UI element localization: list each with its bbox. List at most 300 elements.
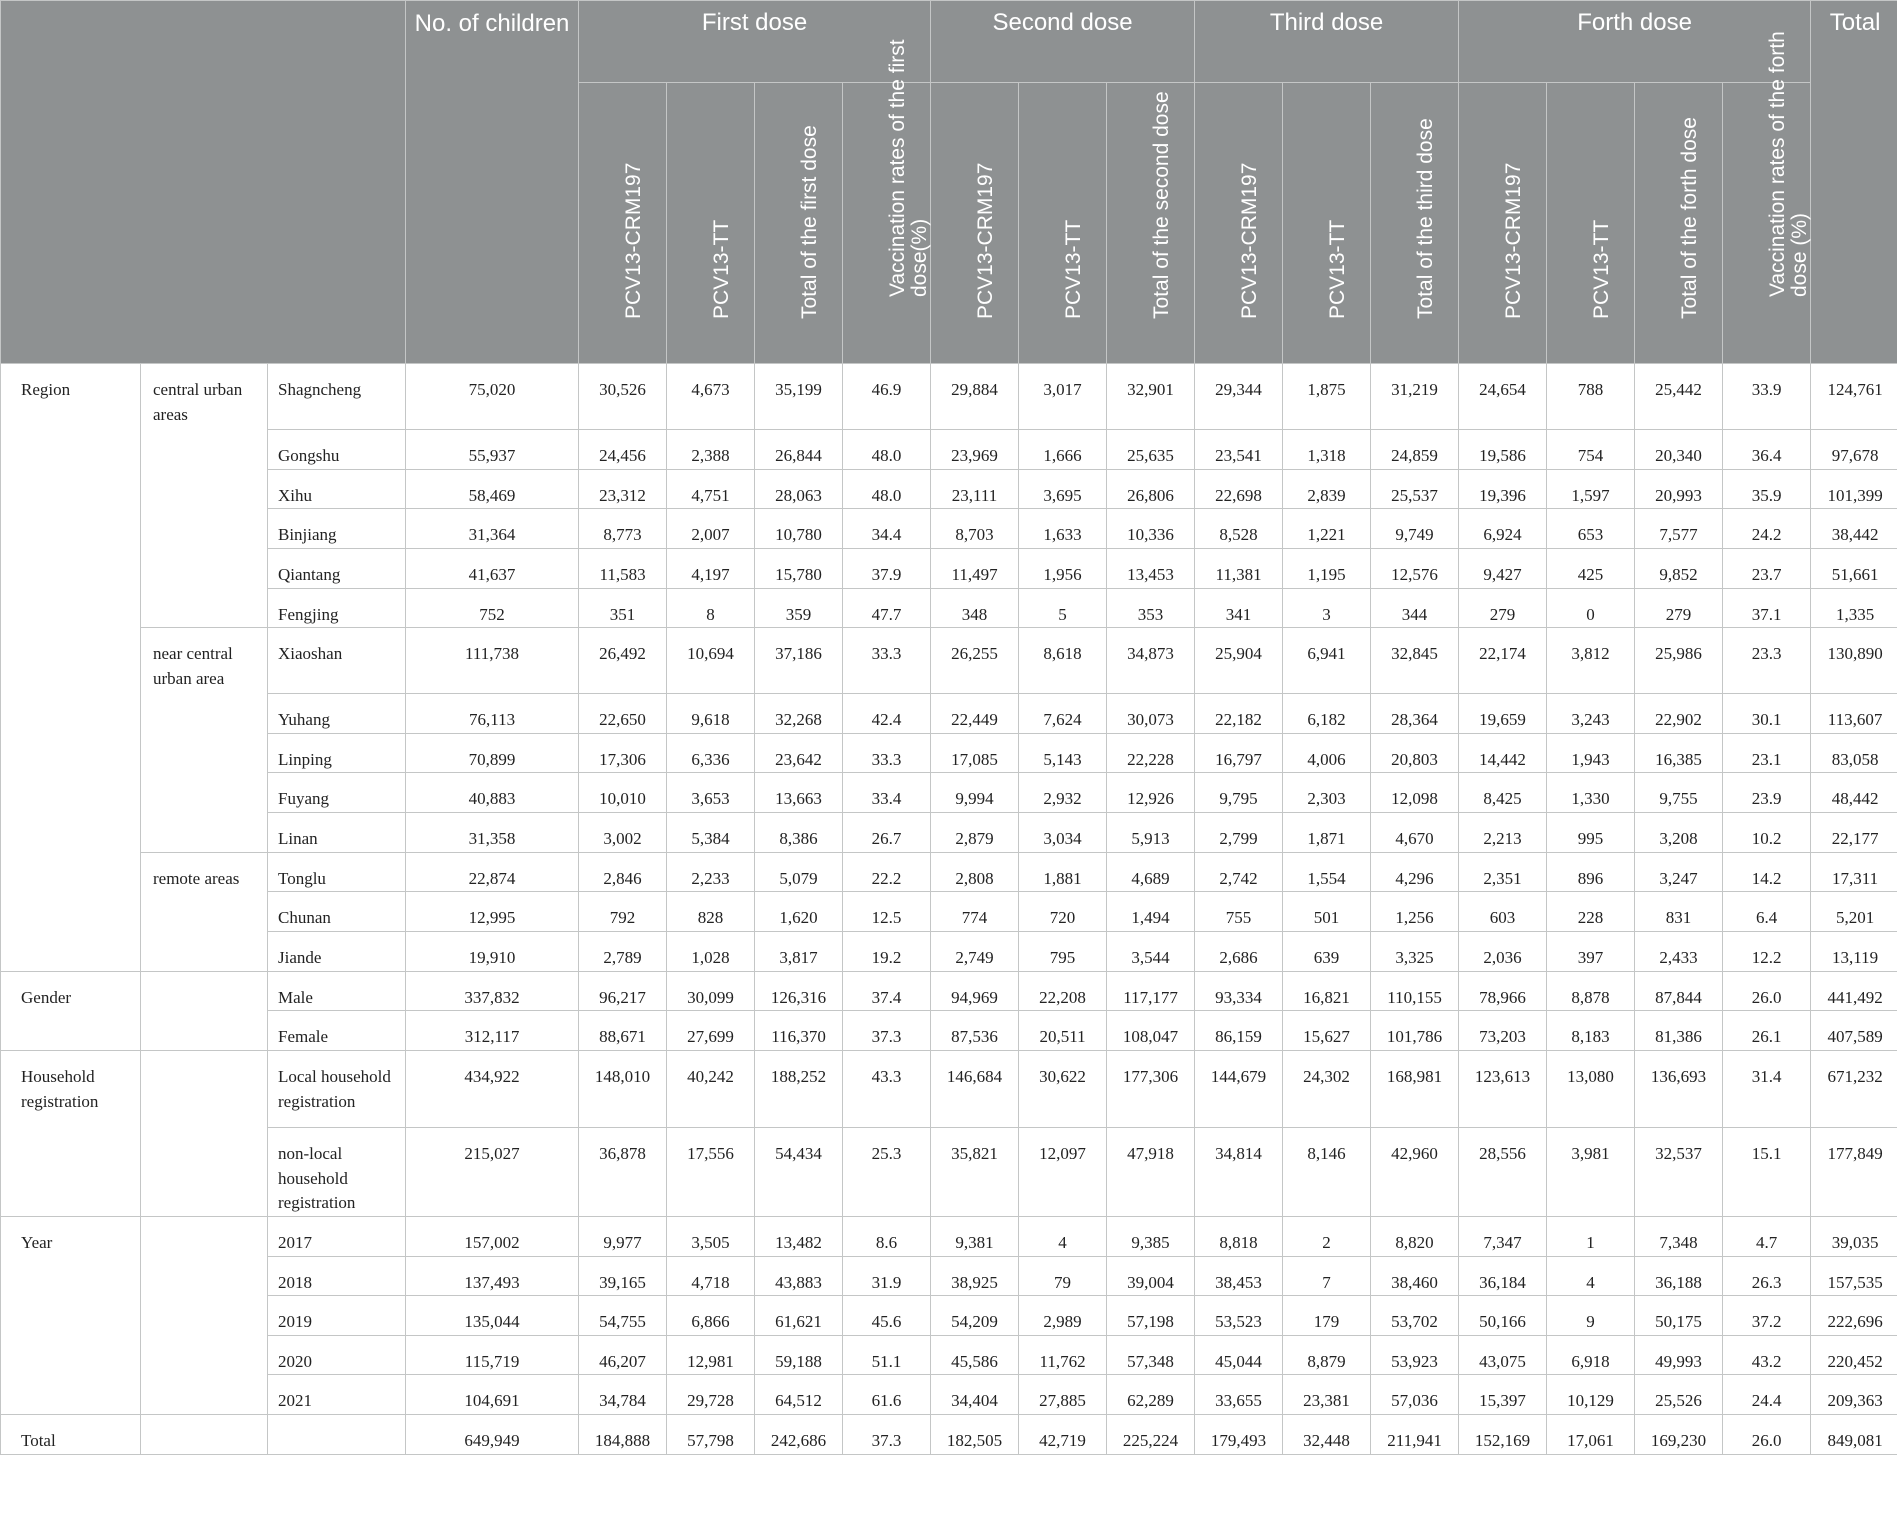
row-item: Linan [268,813,406,853]
row-subgroup [141,1415,268,1455]
cell-value: 39,165 [579,1256,667,1296]
cell-value: 341 [1195,588,1283,628]
cell-value: 501 [1283,892,1371,932]
cell-value: 2,846 [579,852,667,892]
cell-value: 45.6 [843,1296,931,1336]
header-d1-tt: PCV13-TT [667,83,755,364]
cell-value: 53,702 [1371,1296,1459,1336]
cell-value: 75,020 [406,364,579,430]
cell-value: 33.4 [843,773,931,813]
cell-value: 39,004 [1107,1256,1195,1296]
cell-value: 344 [1371,588,1459,628]
cell-value: 25.3 [843,1127,931,1216]
cell-value: 47.7 [843,588,931,628]
cell-value: 8 [667,588,755,628]
cell-value: 2,839 [1283,469,1371,509]
cell-value: 15.1 [1723,1127,1811,1216]
header-second-dose: Second dose [931,1,1195,83]
row-item: Female [268,1011,406,1051]
cell-value: 24,859 [1371,430,1459,470]
header-d1-total: Total of the first dose [755,83,843,364]
header-d2-total: Total of the second dose [1107,83,1195,364]
cell-value: 61.6 [843,1375,931,1415]
row-item: 2020 [268,1335,406,1375]
cell-value: 6,941 [1283,628,1371,694]
cell-value: 1,881 [1019,852,1107,892]
cell-value: 353 [1107,588,1195,628]
cell-value: 126,316 [755,971,843,1011]
cell-value: 73,203 [1459,1011,1547,1051]
cell-value: 29,884 [931,364,1019,430]
cell-value: 9,755 [1635,773,1723,813]
cell-value: 26.1 [1723,1011,1811,1051]
cell-value: 38,453 [1195,1256,1283,1296]
cell-value: 34,873 [1107,628,1195,694]
cell-value: 35,199 [755,364,843,430]
cell-value: 3,812 [1547,628,1635,694]
cell-value: 3,505 [667,1216,755,1256]
row-item: Tonglu [268,852,406,892]
cell-value: 54,755 [579,1296,667,1336]
cell-value: 38,460 [1371,1256,1459,1296]
cell-value: 108,047 [1107,1011,1195,1051]
cell-value: 26,844 [755,430,843,470]
cell-value: 4,751 [667,469,755,509]
table-row [1,971,1897,1011]
cell-value: 20,803 [1371,733,1459,773]
cell-value: 35.9 [1723,469,1811,509]
cell-value: 8.6 [843,1216,931,1256]
cell-value: 135,044 [406,1296,579,1336]
cell-value: 0 [1547,588,1635,628]
cell-value: 111,738 [406,628,579,694]
cell-value: 1,943 [1547,733,1635,773]
cell-value: 9,852 [1635,548,1723,588]
cell-value: 123,613 [1459,1050,1547,1127]
cell-value: 312,117 [406,1011,579,1051]
cell-value: 146,684 [931,1050,1019,1127]
cell-value: 10,129 [1547,1375,1635,1415]
cell-value: 9,618 [667,694,755,734]
row-category: Region [1,364,141,972]
cell-value: 4.7 [1723,1216,1811,1256]
cell-value: 222,696 [1811,1296,1897,1336]
cell-value: 211,941 [1371,1415,1459,1455]
header-corner [1,1,406,364]
table-row [1,1050,1897,1127]
cell-value: 23,111 [931,469,1019,509]
cell-value: 36,184 [1459,1256,1547,1296]
table-row [1,1296,1897,1336]
cell-value: 6,924 [1459,509,1547,549]
cell-value: 23.7 [1723,548,1811,588]
cell-value: 2,388 [667,430,755,470]
cell-value: 1,554 [1283,852,1371,892]
row-item: Fengjing [268,588,406,628]
cell-value: 22,228 [1107,733,1195,773]
cell-value: 37.9 [843,548,931,588]
header-forth-dose: Forth dose [1459,1,1811,83]
cell-value: 97,678 [1811,430,1897,470]
cell-value: 1,335 [1811,588,1897,628]
cell-value: 1,620 [755,892,843,932]
cell-value: 23,312 [579,469,667,509]
cell-value: 37.3 [843,1415,931,1455]
cell-value: 17,306 [579,733,667,773]
cell-value: 4,670 [1371,813,1459,853]
cell-value: 831 [1635,892,1723,932]
cell-value: 57,348 [1107,1335,1195,1375]
cell-value: 1,633 [1019,509,1107,549]
cell-value: 130,890 [1811,628,1897,694]
row-item: Fuyang [268,773,406,813]
cell-value: 51,661 [1811,548,1897,588]
row-subgroup: near central urban area [141,628,268,853]
cell-value: 9,427 [1459,548,1547,588]
cell-value: 116,370 [755,1011,843,1051]
cell-value: 34,814 [1195,1127,1283,1216]
cell-value: 79 [1019,1256,1107,1296]
cell-value: 12,576 [1371,548,1459,588]
cell-value: 1,494 [1107,892,1195,932]
cell-value: 995 [1547,813,1635,853]
table-row [1,1335,1897,1375]
cell-value: 83,058 [1811,733,1897,773]
row-item: Yuhang [268,694,406,734]
cell-value: 4 [1547,1256,1635,1296]
header-d1-crm197: PCV13-CRM197 [579,83,667,364]
cell-value: 110,155 [1371,971,1459,1011]
cell-value: 93,334 [1195,971,1283,1011]
cell-value: 32,901 [1107,364,1195,430]
cell-value: 5,913 [1107,813,1195,853]
cell-value: 653 [1547,509,1635,549]
cell-value: 30.1 [1723,694,1811,734]
cell-value: 53,923 [1371,1335,1459,1375]
header-d2-tt: PCV13-TT [1019,83,1107,364]
cell-value: 19,396 [1459,469,1547,509]
cell-value: 182,505 [931,1415,1019,1455]
cell-value: 188,252 [755,1050,843,1127]
table-row [1,1375,1897,1415]
row-item: Jiande [268,932,406,972]
cell-value: 13,663 [755,773,843,813]
cell-value: 148,010 [579,1050,667,1127]
row-item: Xiaoshan [268,628,406,694]
row-subgroup [141,1216,268,1414]
cell-value: 23,969 [931,430,1019,470]
table-row [1,1127,1897,1216]
cell-value: 3,653 [667,773,755,813]
cell-value: 51.1 [843,1335,931,1375]
cell-value: 2,749 [931,932,1019,972]
cell-value: 27,699 [667,1011,755,1051]
cell-value: 1,221 [1283,509,1371,549]
cell-value: 9,749 [1371,509,1459,549]
cell-value: 13,453 [1107,548,1195,588]
cell-value: 32,268 [755,694,843,734]
cell-value: 32,448 [1283,1415,1371,1455]
cell-value: 3,981 [1547,1127,1635,1216]
cell-value: 17,556 [667,1127,755,1216]
cell-value: 3,002 [579,813,667,853]
cell-value: 279 [1459,588,1547,628]
table-row [1,588,1897,628]
cell-value: 87,844 [1635,971,1723,1011]
cell-value: 788 [1547,364,1635,430]
cell-value: 179,493 [1195,1415,1283,1455]
cell-value: 23,541 [1195,430,1283,470]
cell-value: 8,773 [579,509,667,549]
cell-value: 10,336 [1107,509,1195,549]
cell-value: 31,219 [1371,364,1459,430]
cell-value: 3,817 [755,932,843,972]
cell-value: 26,255 [931,628,1019,694]
row-subgroup [141,1050,268,1216]
cell-value: 22,182 [1195,694,1283,734]
cell-value: 10,010 [579,773,667,813]
cell-value: 31.9 [843,1256,931,1296]
table-row [1,1011,1897,1051]
cell-value: 242,686 [755,1415,843,1455]
cell-value: 25,986 [1635,628,1723,694]
row-subgroup: remote areas [141,852,268,971]
cell-value: 2,789 [579,932,667,972]
cell-value: 24.2 [1723,509,1811,549]
cell-value: 49,993 [1635,1335,1723,1375]
cell-value: 337,832 [406,971,579,1011]
cell-value: 279 [1635,588,1723,628]
header-d4-rate: Vaccination rates of the forth dose (%) [1723,83,1811,364]
cell-value: 152,169 [1459,1415,1547,1455]
cell-value: 2,303 [1283,773,1371,813]
cell-value: 50,166 [1459,1296,1547,1336]
cell-value: 30,099 [667,971,755,1011]
cell-value: 9 [1547,1296,1635,1336]
cell-value: 3,208 [1635,813,1723,853]
cell-value: 29,344 [1195,364,1283,430]
cell-value: 9,977 [579,1216,667,1256]
cell-value: 28,556 [1459,1127,1547,1216]
cell-value: 136,693 [1635,1050,1723,1127]
cell-value: 8,528 [1195,509,1283,549]
cell-value: 16,385 [1635,733,1723,773]
cell-value: 12,995 [406,892,579,932]
cell-value: 7 [1283,1256,1371,1296]
cell-value: 32,845 [1371,628,1459,694]
row-item: 2017 [268,1216,406,1256]
cell-value: 16,797 [1195,733,1283,773]
cell-value: 215,027 [406,1127,579,1216]
header-d3-crm197: PCV13-CRM197 [1195,83,1283,364]
cell-value: 96,217 [579,971,667,1011]
cell-value: 36,878 [579,1127,667,1216]
row-item: 2018 [268,1256,406,1296]
cell-value: 13,080 [1547,1050,1635,1127]
cell-value: 28,063 [755,469,843,509]
cell-value: 40,242 [667,1050,755,1127]
cell-value: 57,036 [1371,1375,1459,1415]
cell-value: 2,233 [667,852,755,892]
table-row [1,1256,1897,1296]
cell-value: 1,330 [1547,773,1635,813]
header-d1-rate: Vaccination rates of the first dose(%) [843,83,931,364]
cell-value: 22,208 [1019,971,1107,1011]
cell-value: 1 [1547,1216,1635,1256]
cell-value: 54,209 [931,1296,1019,1336]
cell-value: 7,577 [1635,509,1723,549]
cell-value: 87,536 [931,1011,1019,1051]
cell-value: 7,348 [1635,1216,1723,1256]
row-item: non-local household registration [268,1127,406,1216]
table-row [1,733,1897,773]
table-header [1,1,1897,364]
cell-value: 8,878 [1547,971,1635,1011]
header-d3-tt: PCV13-TT [1283,83,1371,364]
cell-value: 425 [1547,548,1635,588]
cell-value: 639 [1283,932,1371,972]
cell-value: 2,989 [1019,1296,1107,1336]
cell-value: 3,017 [1019,364,1107,430]
cell-value: 42,960 [1371,1127,1459,1216]
cell-value: 225,224 [1107,1415,1195,1455]
cell-value: 24,654 [1459,364,1547,430]
cell-value: 59,188 [755,1335,843,1375]
row-item: 2021 [268,1375,406,1415]
cell-value: 38,442 [1811,509,1897,549]
table-row [1,694,1897,734]
cell-value: 30,073 [1107,694,1195,734]
table-row [1,892,1897,932]
cell-value: 228 [1547,892,1635,932]
row-subgroup: central urban areas [141,364,268,628]
cell-value: 2,742 [1195,852,1283,892]
cell-value: 752 [406,588,579,628]
cell-value: 603 [1459,892,1547,932]
cell-value: 23,381 [1283,1375,1371,1415]
cell-value: 4 [1019,1216,1107,1256]
row-item: Xihu [268,469,406,509]
cell-value: 17,061 [1547,1415,1635,1455]
cell-value: 1,875 [1283,364,1371,430]
cell-value: 13,119 [1811,932,1897,972]
cell-value: 23.1 [1723,733,1811,773]
cell-value: 4,197 [667,548,755,588]
row-item [268,1415,406,1455]
table-row [1,1415,1897,1455]
cell-value: 47,918 [1107,1127,1195,1216]
cell-value: 3,243 [1547,694,1635,734]
table-row [1,509,1897,549]
cell-value: 43.3 [843,1050,931,1127]
cell-value: 2,879 [931,813,1019,853]
cell-value: 1,195 [1283,548,1371,588]
cell-value: 671,232 [1811,1050,1897,1127]
cell-value: 61,621 [755,1296,843,1336]
cell-value: 179 [1283,1296,1371,1336]
cell-value: 3,247 [1635,852,1723,892]
cell-value: 5,384 [667,813,755,853]
cell-value: 12,981 [667,1335,755,1375]
cell-value: 407,589 [1811,1011,1897,1051]
cell-value: 40,883 [406,773,579,813]
cell-value: 4,673 [667,364,755,430]
cell-value: 22,698 [1195,469,1283,509]
cell-value: 46,207 [579,1335,667,1375]
cell-value: 8,879 [1283,1335,1371,1375]
cell-value: 5,143 [1019,733,1107,773]
cell-value: 8,618 [1019,628,1107,694]
cell-value: 10,694 [667,628,755,694]
table-row [1,773,1897,813]
cell-value: 137,493 [406,1256,579,1296]
cell-value: 12.5 [843,892,931,932]
cell-value: 12,926 [1107,773,1195,813]
cell-value: 441,492 [1811,971,1897,1011]
cell-value: 2,799 [1195,813,1283,853]
row-item: Linping [268,733,406,773]
table-row [1,548,1897,588]
cell-value: 11,381 [1195,548,1283,588]
cell-value: 168,981 [1371,1050,1459,1127]
cell-value: 25,526 [1635,1375,1723,1415]
cell-value: 22,902 [1635,694,1723,734]
cell-value: 32,537 [1635,1127,1723,1216]
cell-value: 8,183 [1547,1011,1635,1051]
cell-value: 9,381 [931,1216,1019,1256]
cell-value: 53,523 [1195,1296,1283,1336]
row-item: Local household registration [268,1050,406,1127]
header-no-of-children: No. of children [406,1,579,364]
cell-value: 1,256 [1371,892,1459,932]
cell-value: 10,780 [755,509,843,549]
cell-value: 8,386 [755,813,843,853]
cell-value: 22.2 [843,852,931,892]
cell-value: 19,586 [1459,430,1547,470]
cell-value: 58,469 [406,469,579,509]
cell-value: 2 [1283,1216,1371,1256]
cell-value: 2,686 [1195,932,1283,972]
cell-value: 1,871 [1283,813,1371,853]
cell-value: 19,910 [406,932,579,972]
cell-value: 48,442 [1811,773,1897,813]
cell-value: 64,512 [755,1375,843,1415]
cell-value: 8,425 [1459,773,1547,813]
cell-value: 8,146 [1283,1127,1371,1216]
cell-value: 38,925 [931,1256,1019,1296]
cell-value: 896 [1547,852,1635,892]
header-d2-crm197: PCV13-CRM197 [931,83,1019,364]
cell-value: 104,691 [406,1375,579,1415]
cell-value: 22,177 [1811,813,1897,853]
cell-value: 37,186 [755,628,843,694]
cell-value: 3,325 [1371,932,1459,972]
cell-value: 37.2 [1723,1296,1811,1336]
cell-value: 20,511 [1019,1011,1107,1051]
cell-value: 9,385 [1107,1216,1195,1256]
header-d3-total: Total of the third dose [1371,83,1459,364]
cell-value: 4,718 [667,1256,755,1296]
header-d4-tt: PCV13-TT [1547,83,1635,364]
cell-value: 30,622 [1019,1050,1107,1127]
cell-value: 8,818 [1195,1216,1283,1256]
cell-value: 144,679 [1195,1050,1283,1127]
cell-value: 19,659 [1459,694,1547,734]
cell-value: 649,949 [406,1415,579,1455]
row-item: Male [268,971,406,1011]
cell-value: 28,364 [1371,694,1459,734]
cell-value: 14.2 [1723,852,1811,892]
